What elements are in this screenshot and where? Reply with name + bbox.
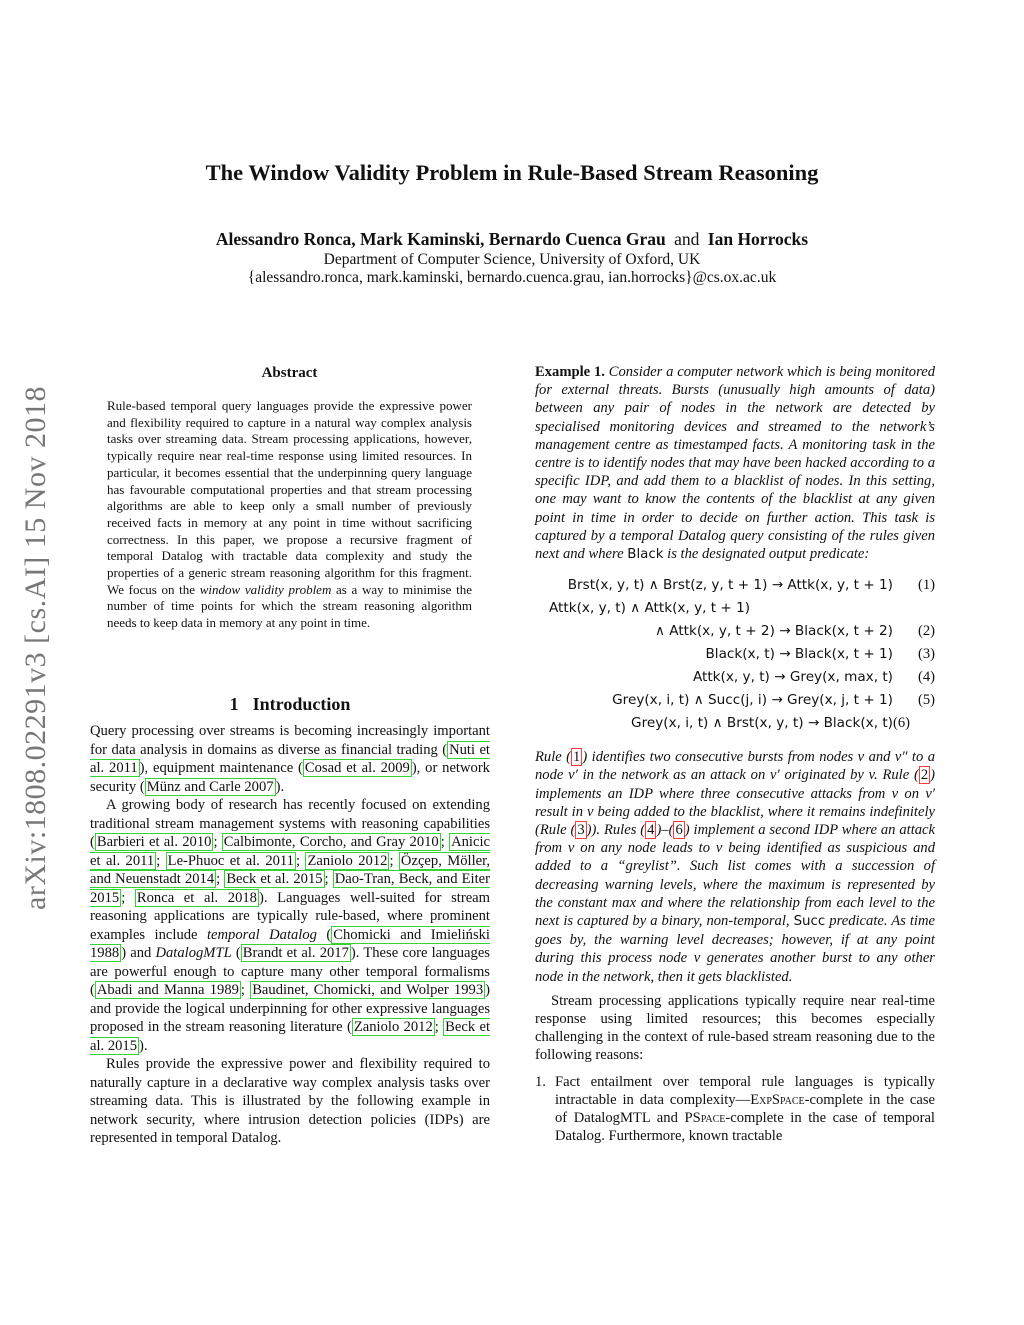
text-run: ; (434, 1019, 444, 1035)
citation-link[interactable]: Chomicki and Imieliński 1988 (90, 926, 490, 961)
equation-ref-link[interactable]: 1 (573, 749, 581, 766)
text-run: ), equipment maintenance ( (139, 760, 303, 776)
text-run: ; (324, 871, 333, 887)
text-run: ; (440, 834, 450, 850)
text-run: )). Rules ( (586, 822, 646, 839)
citation-link[interactable]: Zaniolo 2012 (353, 1019, 433, 1035)
text-run: -complete in the case of DatalogMTL and (555, 1091, 935, 1127)
author-list (0, 229, 1024, 250)
author-last: Ian Horrocks (707, 229, 809, 249)
text-run: ; (216, 871, 225, 887)
reasons-list (535, 1073, 935, 1146)
text-run: ) identifies two consecutive bursts from nodes v and v″ to a node v′ in the network as an attack on v′ originated by v. Rule ( (535, 749, 935, 784)
text-run: ). Languages well-suited for stream reasoning applications are typically rule-based, where prominent examples include (90, 889, 491, 943)
text-run: ) implement a second IDP where an attack from v on any node leads to v being identified as suspicious and added to a “greylist”. Such list comes with a succession of decreasing warning levels, where the maximum is represented by the constant max and where the relationship from each level to the next is captured by a binary, non-temporal, (535, 822, 935, 930)
equation-number[interactable]: (2) (917, 623, 935, 640)
right-column (535, 363, 935, 1146)
equation-number[interactable]: (5) (917, 692, 935, 709)
equation-body: ∧ Attk(x, y, t + 2) → Black(x, t + 2) (655, 623, 893, 640)
predicate-name: Succ (793, 914, 826, 930)
equation-ref-link[interactable]: 3 (577, 822, 585, 839)
section-number: 1 (229, 694, 239, 714)
example-label: Example 1. (535, 364, 605, 380)
equation-body: Black(x, t) → Black(x, t + 1) (705, 646, 893, 663)
equation-body: Attk(x, y, t) → Grey(x, max, t) (692, 669, 893, 686)
example-paragraph (535, 363, 935, 564)
predicate-name: Black (627, 547, 664, 563)
citation-link[interactable]: Münz and Carle 2007 (146, 778, 274, 795)
text-run: Rule ( (535, 749, 572, 766)
equation-row (631, 714, 909, 732)
intro-paragraph-2 (90, 796, 490, 1055)
text-run: ) and provide the logical underpinning for other expressive languages proposed in the stream reasoning literature ( (90, 982, 490, 1035)
text-run: ), or network security ( (90, 760, 490, 795)
citation-link[interactable]: Anicic et al. 2011 (90, 834, 490, 869)
abstract-emphasis: window validity problem (199, 581, 332, 597)
equation-row (549, 599, 750, 617)
text-run: A growing body of research has recently focused on extending traditional stream management systems with reasoning capabilities ( (90, 797, 490, 850)
equation-ref-link[interactable]: 2 (920, 767, 929, 784)
text-run: Query processing over streams is becoming increasingly important for data analysis in domains as diverse as financial trading ( (90, 723, 490, 758)
text-run: ; (295, 852, 306, 869)
stream-paragraph: Stream processing applications typically require near real-time response using limited resources; this becomes especially challenging in the context of rule-based stream reasoning due to the following reasons: (535, 992, 935, 1064)
equation-row (612, 691, 935, 709)
citation-link[interactable]: Le-Phuoc et al. 2011 (167, 852, 294, 869)
equation-number[interactable]: (6) (893, 715, 911, 732)
text-run: ). These core languages are powerful enough to capture many other temporal formalisms ( (90, 945, 490, 998)
equation-row (705, 645, 935, 663)
equation-body: Brst(x, y, t) ∧ Brst(z, y, t + 1) → Attk(x, y, t + 1) (567, 577, 893, 594)
equation-body: Grey(x, i, t) ∧ Brst(x, y, t) → Black(x, t) (631, 715, 893, 732)
equation-row (568, 576, 935, 594)
equation-row (693, 668, 935, 686)
equation-body: Attk(x, y, t) ∧ Attk(x, y, t + 1) (549, 600, 751, 617)
list-item-number: 1. (535, 1073, 546, 1090)
citation-link[interactable]: Ronca et al. 2018 (136, 889, 257, 906)
citation-link[interactable]: Özçep, Möller, and Neuenstadt 2014 (90, 852, 491, 887)
abstract-heading: Abstract (261, 365, 318, 381)
author-names: Alessandro Ronca, Mark Kaminski, Bernardo Cuenca Grau (215, 229, 666, 249)
arxiv-identifier[interactable]: arXiv:1808.02291v3 [cs.AI] 15 Nov 2018 (19, 386, 52, 910)
intro-paragraph-3: Rules provide the expressive power and flexibility required to naturally capture in a declarative way complex analysis tasks over streaming data. This is illustrated by the following example in network security, where intrusion detection policies (IDPs) are represented in temporal Datalog. (90, 1056, 490, 1146)
abstract-body (107, 398, 472, 632)
text-run: ). (139, 1037, 148, 1054)
section-title: Introduction (252, 694, 351, 714)
equation-body: Grey(x, i, t) ∧ Succ(j, i) → Grey(x, j, t + 1) (612, 692, 893, 709)
abstract-text-1: Rule-based temporal query languages provide the expressive power and flexibility required to capture in a natural way complex analysis tasks over streaming data. Stream processing applications, however, typically require near real-time response using limited resources. In particular, it becomes essential that the underpinning query language has favourable computational properties and that stream processing algorithms are able to keep only a small number of previously received facts in memory at any point in time without sacrificing correctness. In this paper, we propose a recursive fragment of temporal Datalog with tractable data complexity and study the properties of a generic stream reasoning algorithm for this fragment. We focus on the (107, 398, 472, 597)
text-run: -complete in the case of temporal Datalog. Furthermore, known tractable (555, 1110, 935, 1145)
text-run: ; (121, 889, 135, 906)
text-run: is the designated output predicate: (663, 546, 870, 563)
section-heading-introduction (90, 694, 490, 715)
text-run: ; (156, 852, 166, 869)
paper-title: The Window Validity Problem in Rule-Based Stream Reasoning (205, 160, 819, 185)
rule-equations (535, 574, 935, 738)
author-emails: {alessandro.ronca, mark.kaminski, bernardo.cuenca.grau, ian.horrocks}@cs.ox.ac.uk (247, 269, 777, 286)
equation-row (655, 622, 935, 640)
text-run: )–( (656, 822, 674, 839)
citation-link[interactable]: Beck et al. 2015 (226, 871, 323, 887)
author-and: and (674, 229, 700, 249)
text-run: ( (231, 945, 241, 961)
text-run: ) implements an IDP where three consecutive attacks from v on v′ result in v being added to the blacklist, where it remains indefinitely (Rule ( (535, 767, 935, 839)
text-run: ). (275, 778, 285, 795)
arxiv-side-stamp (0, 0, 60, 1325)
text-run: ) and (121, 945, 156, 961)
left-column (90, 722, 490, 1148)
complexity-class: ExpSpace (750, 1091, 805, 1108)
text-run: Fact entailment over temporal rule languages is typically intractable in data complexity— (555, 1073, 935, 1108)
rules-explanation (535, 748, 935, 986)
text-run: ( (316, 926, 332, 943)
affiliation: Department of Computer Science, University of Oxford, UK (323, 251, 701, 268)
citation-link[interactable]: Calbimonte, Corcho, and Gray 2010 (223, 834, 439, 850)
citation-link[interactable]: Abadi and Manna 1989 (96, 982, 239, 998)
citation-link[interactable]: Barbieri et al. 2010 (96, 834, 212, 850)
citation-link[interactable]: Cosad et al. 2009 (304, 760, 410, 776)
text-run: ; (389, 852, 399, 869)
text-run: ; (213, 834, 222, 850)
list-item (535, 1073, 935, 1146)
citation-link[interactable]: Dao-Tran, Beck, and Eiter 2015 (90, 871, 490, 906)
equation-ref-link[interactable]: 4 (647, 822, 655, 839)
abstract-text-2: as a way to minimise the number of time points for which the stream reasoning algorithm needs to keep data in memory at any point in time. (107, 581, 472, 631)
intro-paragraph-1 (90, 722, 490, 796)
text-run: ; (240, 982, 251, 998)
complexity-class: PSpace (684, 1110, 726, 1127)
emphasis: temporal Datalog (206, 926, 317, 943)
equation-number[interactable]: (1) (917, 577, 935, 594)
citation-link[interactable]: Beck et al. 2015 (90, 1019, 491, 1054)
text-run: predicate. As time goes by, the warning level decreases; however, if at any point during this process node v generates another burst to any other node in the network, then it gets blacklisted. (535, 913, 935, 985)
equation-number[interactable]: (4) (917, 669, 935, 686)
citation-link[interactable]: Zaniolo 2012 (307, 852, 388, 869)
equation-ref-link[interactable]: 6 (675, 822, 683, 839)
text-run: Consider a computer network which is being monitored for external threats. Bursts (unusually high amounts of data) between any pair of nodes in the network are detected by specialised monitoring devices and streamed to the network’s management centre as timestamped facts. A monitoring task in the centre is to identify nodes that may have been hacked according to a specific IDP, and add them to a blacklist of nodes. In this setting, one may want to know the contents of the blacklist at any given point in time in order to decide on further action. This task is captured by a temporal Datalog query consisting of the rules given next and where (535, 364, 936, 563)
citation-link[interactable]: Nuti et al. 2011 (90, 741, 490, 776)
citation-link[interactable]: Brandt et al. 2017 (242, 945, 349, 961)
emphasis: DatalogMTL (155, 945, 232, 961)
equation-number[interactable]: (3) (917, 646, 935, 663)
citation-link[interactable]: Baudinet, Chomicki, and Wolper 1993 (252, 982, 484, 998)
